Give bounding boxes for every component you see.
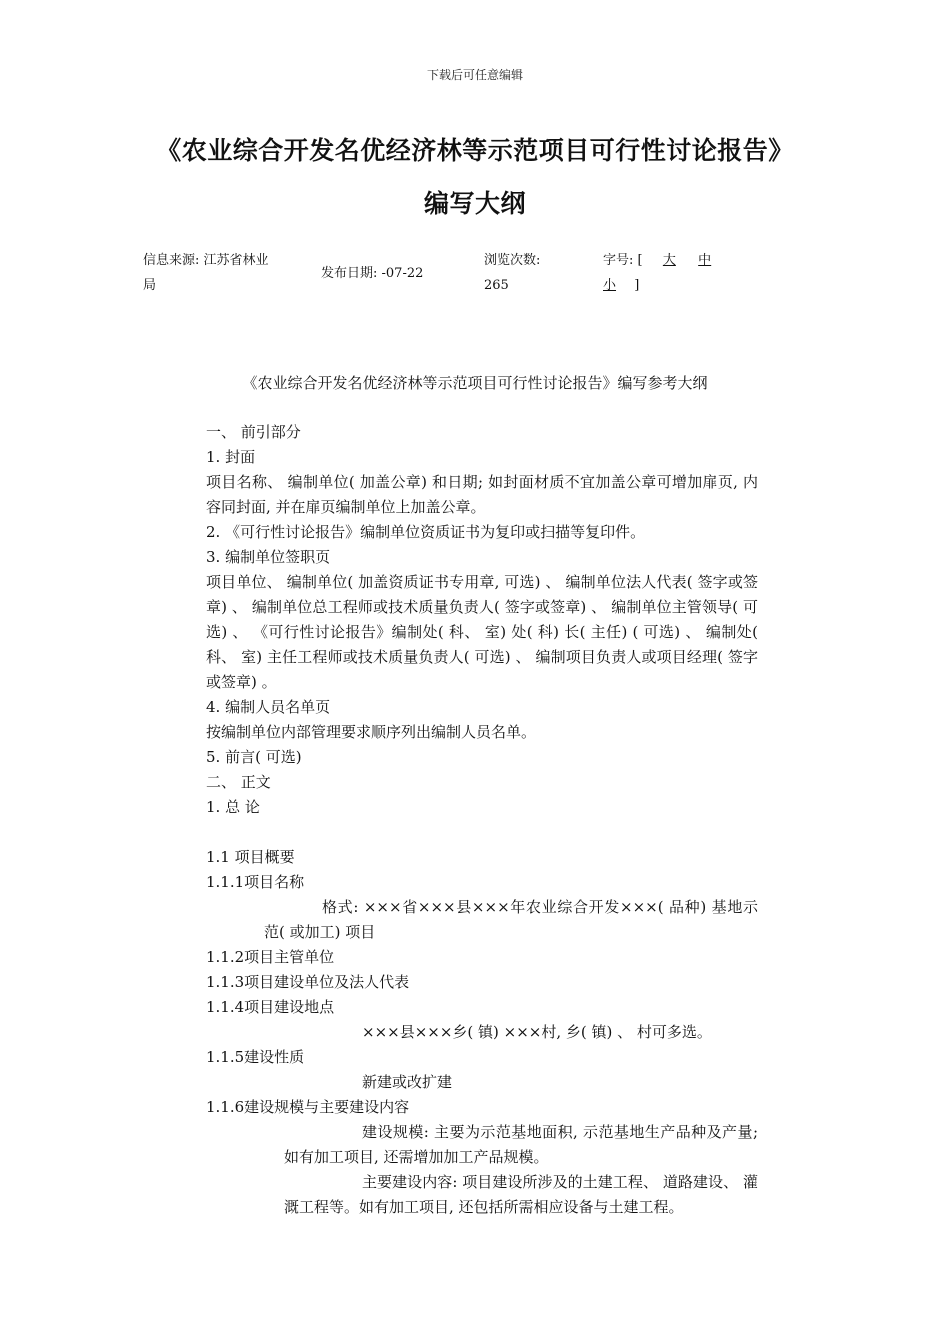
item-heading: 1.1.4项目建设地点 <box>206 998 335 1016</box>
item-heading: 2. 《可行性讨论报告》编制单位资质证书为复印或扫描等复印件。 <box>206 523 646 541</box>
item-heading: 1.1.1项目名称 <box>206 873 305 891</box>
item-heading: 1. 总 论 <box>206 798 260 816</box>
info-source-line1: 信息来源: 江苏省林业 <box>143 253 269 268</box>
paragraph: 新建或改扩建 <box>362 1073 453 1091</box>
item-heading: 1. 封面 <box>206 448 256 466</box>
info-source-line2: 局 <box>143 278 157 293</box>
font-size-medium-link[interactable]: 中 <box>698 253 712 268</box>
item-heading: 1.1.5建设性质 <box>206 1048 305 1066</box>
item-heading: 5. 前言( 可选) <box>206 748 302 766</box>
item-heading: 1.1.2项目主管单位 <box>206 948 335 966</box>
view-count-label: 浏览次数: <box>484 253 541 268</box>
font-size-label: 字号: [ <box>603 253 643 268</box>
font-size-close-bracket: ] <box>634 278 640 293</box>
font-size-selector <box>603 248 711 298</box>
paragraph: 主要建设内容: 项目建设所涉及的土建工程、 道路建设、 灌溉工程等。如有加工项目, 还包括所需相应设备与土建工程。 <box>284 1173 758 1216</box>
info-source <box>143 248 269 298</box>
header-note: 下载后可任意编辑 <box>426 68 523 82</box>
item-heading: 1.1 项目概要 <box>206 848 295 866</box>
item-heading: 4. 编制人员名单页 <box>206 698 331 716</box>
spacer <box>206 820 758 845</box>
section-heading: 二、 正文 <box>206 773 271 791</box>
paragraph: ×××县×××乡( 镇) ×××村, 乡( 镇) 、 村可多选。 <box>362 1023 712 1041</box>
paragraph: 按编制单位内部管理要求顺序列出编制人员名单。 <box>206 723 537 741</box>
view-count <box>484 248 540 298</box>
section-heading: 一、 前引部分 <box>206 423 301 441</box>
item-heading: 1.1.6建设规模与主要建设内容 <box>206 1098 410 1116</box>
document-title-line2: 编写大纲 <box>423 189 526 218</box>
view-count-value: 265 <box>484 278 509 293</box>
font-size-small-link[interactable]: 小 <box>603 278 617 293</box>
paragraph: 建设规模: 主要为示范基地面积, 示范基地生产品种及产量; 如有加工项目, 还需增加加工产品规模。 <box>284 1123 758 1166</box>
paragraph: 项目单位、 编制单位( 加盖资质证书专用章, 可选) 、 编制单位法人代表( 签字或签章) 、 编制单位总工程师或技术质量负责人( 签字或签章) 、 编制单位主管领导( 可选) 、 《可行性讨论报告》编制处( 科、 室) 处( 科) 长( 主任) ( 可选) 、 编制处( 科、 室) 主任工程师或技术质量负责人( 可选) 、 编制项目负责人或项目经理( 签字或签章) 。 <box>206 573 758 691</box>
document-title-line1: 《农业综合开发名优经济林等示范项目可行性讨论报告》 <box>156 136 794 165</box>
item-heading: 1.1.3项目建设单位及法人代表 <box>206 973 410 991</box>
font-size-large-link[interactable]: 大 <box>662 253 676 268</box>
document-body <box>206 420 758 1220</box>
item-heading: 3. 编制单位签职页 <box>206 548 331 566</box>
paragraph: 项目名称、 编制单位( 加盖公章) 和日期; 如封面材质不宜加盖公章可增加扉页, 内容同封面, 并在扉页编制单位上加盖公章。 <box>206 473 758 516</box>
publish-date: 发布日期: -07-22 <box>321 266 424 281</box>
outline-subtitle: 《农业综合开发名优经济林等示范项目可行性讨论报告》编写参考大纲 <box>242 374 708 392</box>
paragraph: 格式: ×××省×××县×××年农业综合开发×××( 品种) 基地示范( 或加工) 项目 <box>264 898 758 941</box>
